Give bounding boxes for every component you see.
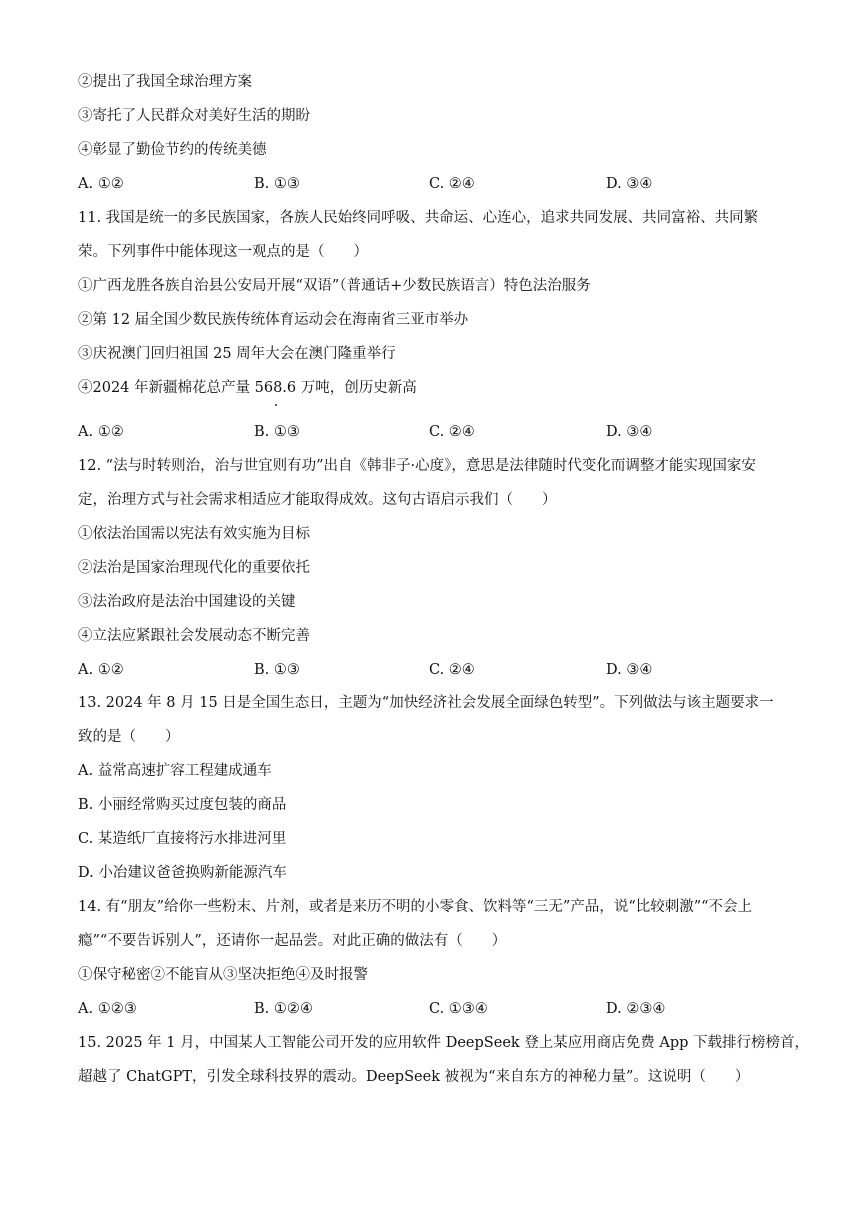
- q13-stem-line-1: 13. 2024 年 8 月 15 日是全国生态日，主题为“加快经济社会发展全面绿色转型”。下列做法与该主题要求一: [78, 695, 774, 711]
- q12-stem-line-1: 12. “法与时转则治，治与世宜则有功”出自《韩非子·心度》，意思是法律随时代变化而调整才能实现国家安: [78, 458, 756, 474]
- q10-item-2: ②提出了我国全球治理方案: [78, 74, 252, 90]
- q14-option-b: B. ①②④: [254, 1001, 313, 1017]
- q12-item-3: ③法治政府是法治中国建设的关键: [78, 594, 296, 610]
- q12-option-a: A. ①②: [78, 662, 124, 678]
- stray-dot-mark: [275, 404, 277, 406]
- q13-option-a: A. 益常高速扩容工程建成通车: [78, 763, 272, 779]
- q11-item-4: ④2024 年新疆棉花总产量 568.6 万吨，创历史新高: [78, 380, 417, 396]
- q11-option-c: C. ②④: [429, 424, 475, 440]
- q12-option-b: B. ①③: [254, 662, 300, 678]
- q12-item-1: ①依法治国需以宪法有效实施为目标: [78, 526, 310, 542]
- q15-stem-line-1: 15. 2025 年 1 月，中国某人工智能公司开发的应用软件 DeepSeek 登上某应用商店免费 App 下载排行榜榜首，: [78, 1035, 810, 1051]
- q10-item-4: ④彰显了勤俭节约的传统美德: [78, 142, 267, 158]
- q12-stem-line-2: 定，治理方式与社会需求相适应才能取得成效。这句古语启示我们（ ）: [78, 492, 557, 508]
- q10-item-3: ③寄托了人民群众对美好生活的期盼: [78, 108, 310, 124]
- q10-option-a: A. ①②: [78, 176, 124, 192]
- q10-option-d: D. ③④: [606, 176, 653, 192]
- q12-options: [78, 660, 784, 680]
- q12-item-4: ④立法应紧跟社会发展动态不断完善: [78, 628, 310, 644]
- q14-stem-line-1: 14. 有“朋友”给你一些粉末、片剂，或者是来历不明的小零食、饮料等“三无”产品，说“比较刺激”“不会上: [78, 899, 753, 915]
- q13-stem-line-2: 致的是（ ）: [78, 729, 180, 745]
- q12-item-2: ②法治是国家治理现代化的重要依托: [78, 560, 310, 576]
- q14-option-a: A. ①②③: [78, 1001, 137, 1017]
- q11-option-a: A. ①②: [78, 424, 124, 440]
- q14-items: ①保守秘密②不能盲从③坚决拒绝④及时报警: [78, 967, 368, 983]
- q13-option-c: C. 某造纸厂直接将污水排进河里: [78, 831, 287, 847]
- q11-options: [78, 422, 784, 442]
- q14-option-c: C. ①③④: [429, 1001, 488, 1017]
- q13-option-b: B. 小丽经常购买过度包装的商品: [78, 797, 287, 813]
- q11-item-2: ②第 12 届全国少数民族传统体育运动会在海南省三亚市举办: [78, 312, 469, 328]
- q11-item-1: ①广西龙胜各族自治县公安局开展“双语”（普通话+少数民族语言）特色法治服务: [78, 278, 591, 294]
- q10-options: [78, 174, 784, 194]
- q13-option-d: D. 小冶建议爸爸换购新能源汽车: [78, 865, 287, 881]
- q11-option-d: D. ③④: [606, 424, 653, 440]
- q10-option-c: C. ②④: [429, 176, 475, 192]
- q11-stem-line-1: 11. 我国是统一的多民族国家，各族人民始终同呼吸、共命运、心连心，追求共同发展、共同富裕、共同繁: [78, 210, 759, 226]
- q14-options: [78, 999, 784, 1019]
- q10-option-b: B. ①③: [254, 176, 300, 192]
- q11-stem-line-2: 荣。下列事件中能体现这一观点的是（ ）: [78, 244, 368, 260]
- q11-item-3: ③庆祝澳门回归祖国 25 周年大会在澳门隆重举行: [78, 346, 396, 362]
- q14-option-d: D. ②③④: [606, 1001, 666, 1017]
- q15-stem-line-2: 超越了 ChatGPT，引发全球科技界的震动。DeepSeek 被视为“来自东方的神秘力量”。这说明（ ）: [78, 1069, 750, 1085]
- q12-option-c: C. ②④: [429, 662, 475, 678]
- q14-stem-line-2: 瘾”“不要告诉别人”，还请你一起品尝。对此正确的做法有（ ）: [78, 933, 507, 949]
- q11-option-b: B. ①③: [254, 424, 300, 440]
- q12-option-d: D. ③④: [606, 662, 653, 678]
